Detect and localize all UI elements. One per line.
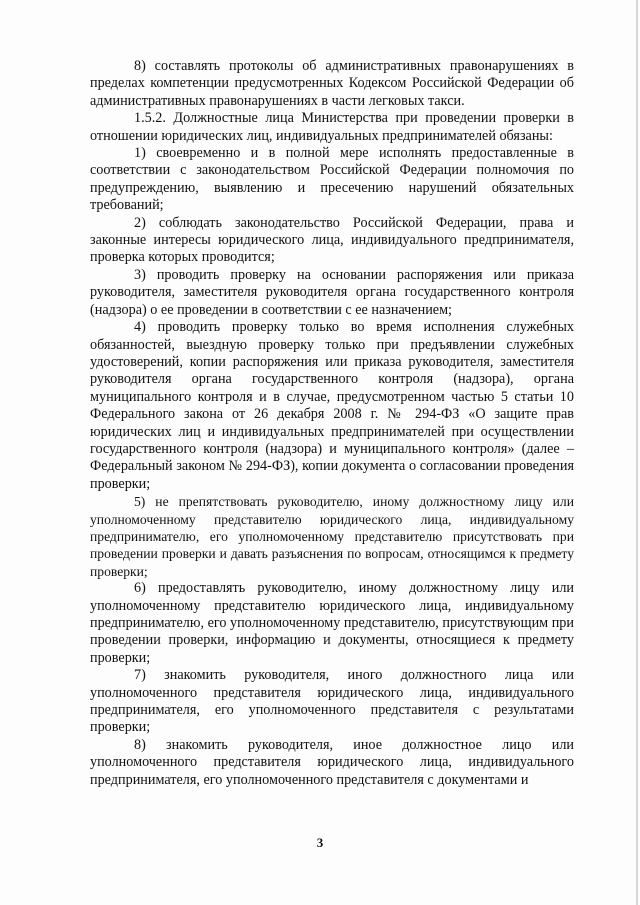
paragraph-duty-1: 1) своевременно и в полной мере исполнять предоставленные в соответствии с законодательством Российской Федерации полномочия по предупреждению, выявлению и пресечению нарушений обязательных требований;	[90, 145, 574, 214]
paragraph-duty-5: 5) не препятствовать руководителю, иному должностному лицу или уполномоченному представителю юридического лица, индивидуальному предпринимателю, его уполномоченному представителю присутствовать при проведении проверки и давать разъяснения по вопросам, относящимся к предмету проверки;	[90, 494, 574, 579]
document-body	[90, 58, 574, 789]
paragraph-duty-7: 7) знакомить руководителя, иного должностного лица или уполномоченного представителя юридического лица, индивидуального предпринимателя, его уполномоченного представителя с результатами проверки;	[90, 667, 574, 736]
scan-edge-divider	[636, 0, 638, 905]
paragraph-duty-3: 3) проводить проверку на основании распоряжения или приказа руководителя, заместителя руководителя органа государственного контроля (надзора) о ее проведении в соответствии с ее назначением;	[90, 266, 574, 318]
paragraph-duty-6: 6) предоставлять руководителю, иному должностному лицу или уполномоченному представителю юридического лица, индивидуальному предпринимателю, его уполномоченному представителю, присутствующим при проведении проверки, информацию и документы, относящиеся к предмету проверки;	[90, 580, 574, 666]
paragraph-duty-4: 4) проводить проверку только во время исполнения служебных обязанностей, выездную проверку только при предъявлении служебных удостоверений, копии распоряжения или приказа руководителя, заместителя руководителя органа государственного контроля (надзора), органа муниципального контроля и в случае, предусмотренном частью 5 статьи 10 Федерального закона от 26 декабря 2008 г. № 294-ФЗ «О защите прав юридических лиц и индивидуальных предпринимателей при осуществлении государственного контроля (надзора) и муниципального контроля» (далее – Федеральный законом № 294-ФЗ), копии документа о согласовании проведения проверки;	[90, 319, 574, 492]
paragraph-duty-2: 2) соблюдать законодательство Российской Федерации, права и законные интересы юридического лица, индивидуального предпринимателя, проверка которых проводится;	[90, 214, 574, 266]
paragraph-item-8-protocols: 8) составлять протоколы об административных правонарушениях в пределах компетенции предусмотренных Кодексом Российской Федерации об административных правонарушениях в части легковых такси.	[90, 58, 574, 109]
page-number: 3	[316, 835, 324, 850]
paragraph-section-1-5-2: 1.5.2. Должностные лица Министерства при проведении проверки в отношении юридических лиц, индивидуальных предпринимателей обязаны:	[90, 110, 574, 144]
paragraph-duty-8: 8) знакомить руководителя, иное должностное лицо или уполномоченного представителя юридического лица, индивидуального предпринимателя, его уполномоченного представителя с документами и	[90, 736, 574, 788]
